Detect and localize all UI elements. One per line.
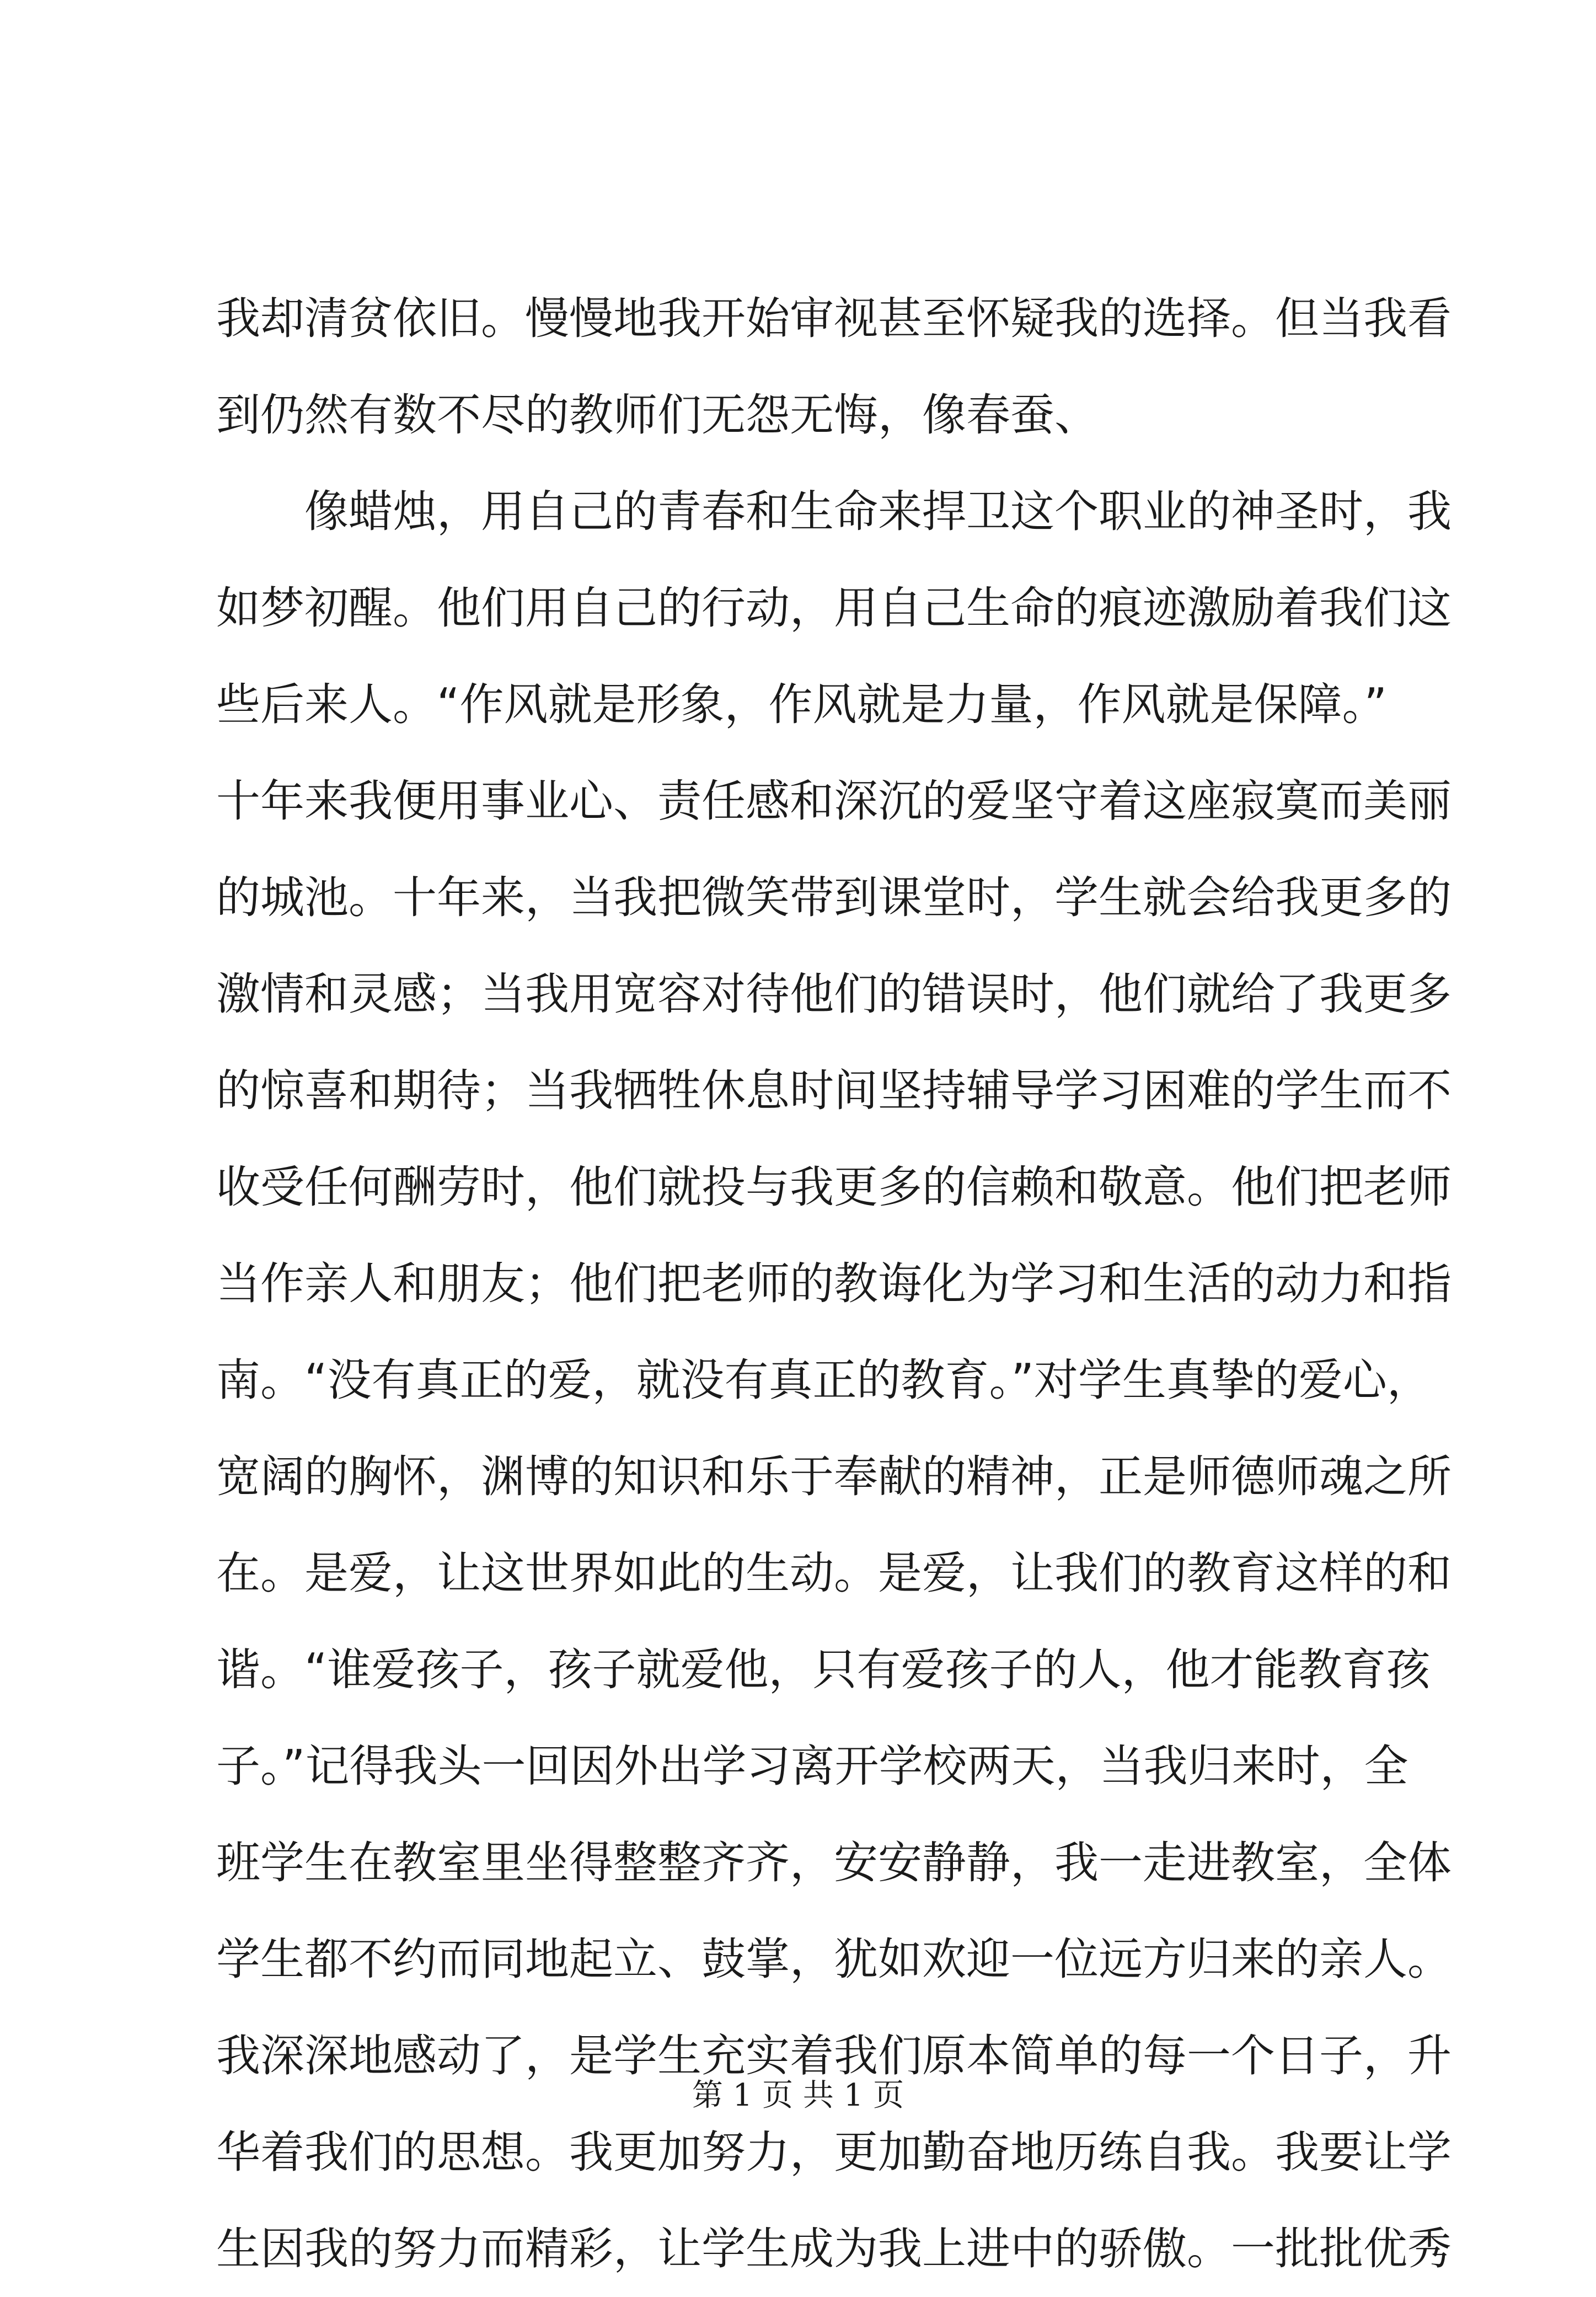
text-line: 我却清贫依旧。慢慢地我开始审视甚至怀疑我的选择。但当我看 xyxy=(216,293,1452,344)
text-line: 如梦初醒。他们用自己的行动，用自己生命的痕迹激励着我们这 xyxy=(216,582,1452,634)
text-line: 像蜡烛，用自己的青春和生命来捍卫这个职业的神圣时，我 xyxy=(304,486,1452,537)
body-text xyxy=(216,270,1452,2297)
text-line: 子。”记得我头一回因外出学习离开学校两天，当我归来时，全 xyxy=(216,1741,1408,1792)
text-line: 些后来人。“作风就是形象，作风就是力量，作风就是保障。” xyxy=(216,679,1387,730)
text-line: 当作亲人和朋友；他们把老师的教诲化为学习和生活的动力和指 xyxy=(216,1258,1452,1309)
text-line: 生因我的努力而精彩，让学生成为我上进中的骄傲。一批批优秀 xyxy=(216,2223,1452,2274)
page-number-label: 第 1 页 共 1 页 xyxy=(692,2078,904,2113)
text-line: 十年来我便用事业心、责任感和深沉的爱坚守着这座寂寞而美丽 xyxy=(216,775,1452,827)
text-line: 我深深地感动了，是学生充实着我们原本简单的每一个日子，升 xyxy=(216,2030,1452,2081)
text-line: 的惊喜和期待；当我牺牲休息时间坚持辅导学习困难的学生而不 xyxy=(216,1065,1452,1116)
text-line: 的城池。十年来，当我把微笑带到课堂时，学生就会给我更多的 xyxy=(216,872,1452,923)
text-line: 谐。“谁爱孩子，孩子就爱他，只有爱孩子的人，他才能教育孩 xyxy=(216,1644,1431,1695)
text-line: 到仍然有数不尽的教师们无怨无悔，像春蚕、 xyxy=(216,389,1099,441)
text-line: 收受任何酬劳时，他们就投与我更多的信赖和敬意。他们把老师 xyxy=(216,1161,1452,1213)
text-line: 激情和灵感；当我用宽容对待他们的错误时，他们就给了我更多 xyxy=(216,968,1452,1020)
text-line: 学生都不约而同地起立、鼓掌，犹如欢迎一位远方归来的亲人。 xyxy=(216,1934,1452,1985)
page-footer xyxy=(0,2074,1596,2118)
text-line: 在。是爱，让这世界如此的生动。是爱，让我们的教育这样的和 xyxy=(216,1548,1452,1599)
text-line: 班学生在教室里坐得整整齐齐，安安静静，我一走进教室，全体 xyxy=(216,1837,1452,1888)
text-line: 华着我们的思想。我更加努力，更加勤奋地历练自我。我要让学 xyxy=(216,2127,1452,2178)
text-line: 宽阔的胸怀，渊博的知识和乐于奉献的精神，正是师德师魂之所 xyxy=(216,1451,1452,1502)
text-line: 南。“没有真正的爱，就没有真正的教育。”对学生真挚的爱心， xyxy=(216,1354,1431,1406)
